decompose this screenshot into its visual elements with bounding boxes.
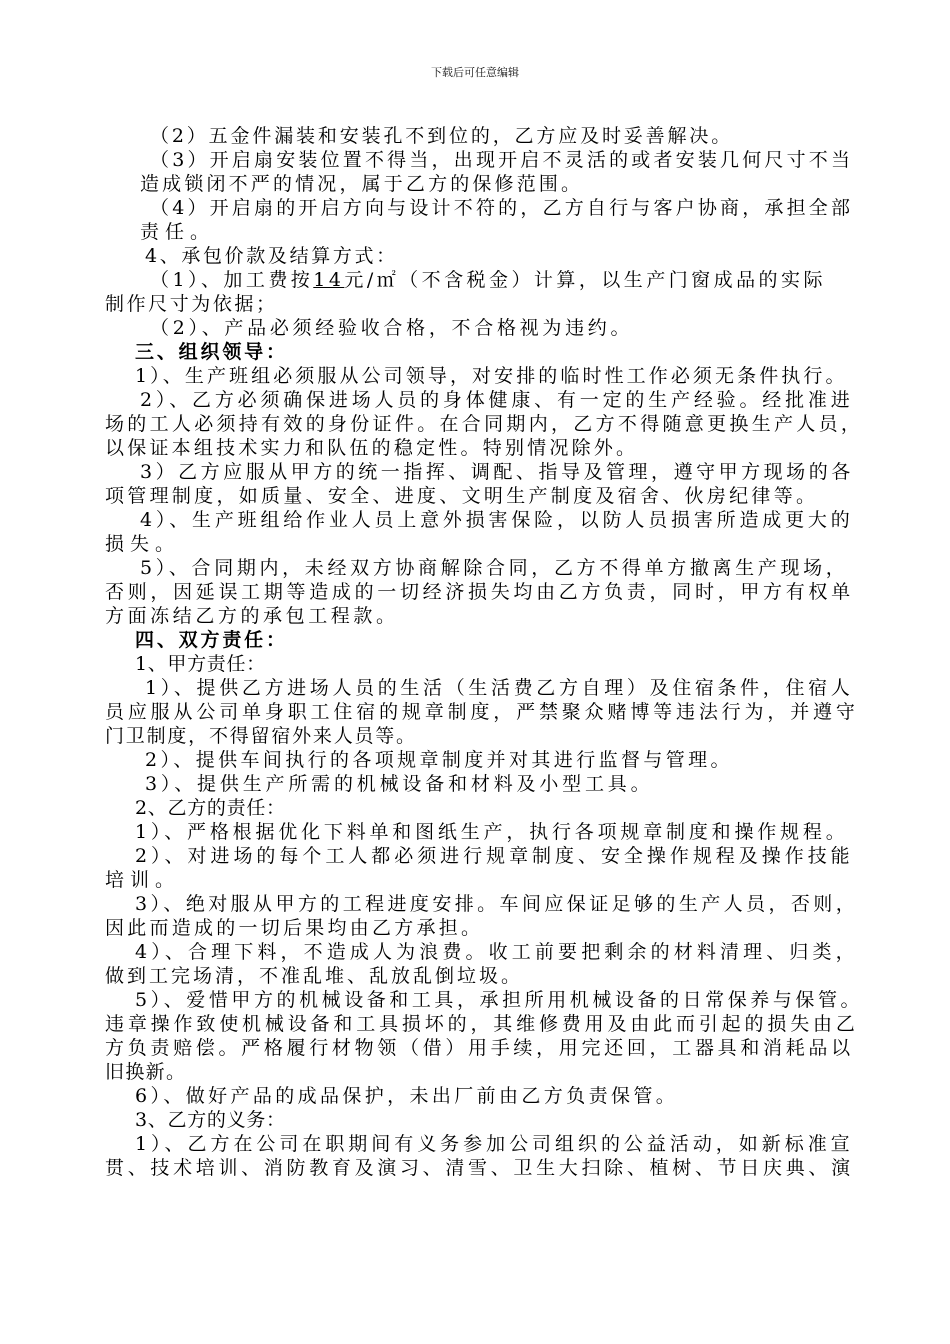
- price-value: 14: [313, 269, 345, 291]
- text-line: 员应服从公司单身职工住宿的规章制度，严禁聚众赌博等违法行为，并遵守: [105, 701, 859, 723]
- page-header: 下载后可任意编辑: [431, 66, 519, 79]
- text-line: 5）、爱惜甲方的机械设备和工具，承担所用机械设备的日常保养与保管。: [135, 989, 864, 1011]
- text-line: 1）、提供乙方进场人员的生活（生活费乙方自理）及住宿条件，住宿人: [145, 677, 854, 699]
- text-line: 以保证本组技术实力和队伍的稳定性。特别情况除外。: [105, 437, 639, 459]
- text-line: 3、乙方的义务：: [135, 1109, 286, 1131]
- text-line: （2）五金件漏装和安装孔不到位的，乙方应及时妥善解决。: [150, 125, 734, 147]
- text-line: （2）、产品必须经验收合格，不合格视为违约。: [150, 317, 634, 339]
- text-line: 项管理制度，如质量、安全、进度、文明生产制度及宿舍、伙房纪律等。: [105, 485, 819, 507]
- section-heading: 四、双方责任：: [135, 629, 288, 651]
- text-line: 造成锁闭不严的情况，属于乙方的保修范围。: [140, 173, 584, 195]
- text-line: 贯、技术培训、消防教育及演习、清雪、卫生大扫除、植树、节日庆典、演: [105, 1157, 854, 1179]
- text-line: 做到工完场清，不准乱堆、乱放乱倒垃圾。: [105, 965, 524, 987]
- text-line: 3）、绝对服从甲方的工程进度安排。车间应保证足够的生产人员，否则，: [135, 893, 859, 915]
- text-line: 责任。: [140, 221, 216, 243]
- text-line: 否则，因延误工期等造成的一切经济损失均由乙方负责，同时，甲方有权单: [105, 581, 854, 603]
- text-line: 2）、对进场的每个工人都必须进行规章制度、安全操作规程及操作技能: [135, 845, 854, 867]
- text-line: 3）、提供生产所需的机械设备和材料及小型工具。: [145, 773, 654, 795]
- text-line: 3）乙方应服从甲方的统一指挥、调配、指导及管理，遵守甲方现场的各: [140, 461, 854, 483]
- text-line: 1）、乙方在公司在职期间有义务参加公司组织的公益活动，如新标准宣: [135, 1133, 854, 1155]
- text-line: 2）、乙方必须确保进场人员的身体健康、有一定的生产经验。经批准进: [140, 389, 854, 411]
- text-line: 4）、合理下料，不造成人为浪费。收工前要把剩余的材料清理、归类，: [135, 941, 859, 963]
- text-line: （4）开启扇的开启方向与设计不符的，乙方自行与客户协商，承担全部: [150, 197, 854, 219]
- section-heading: 三、组织领导：: [135, 341, 288, 363]
- text-line: 场的工人必须持有效的身份证件。在合同期内，乙方不得随意更换生产人员，: [105, 413, 864, 435]
- text-line: 因此而造成的一切后果均由乙方承担。: [105, 917, 484, 939]
- text-line: 1）、生产班组必须服从公司领导，对安排的临时性工作必须无条件执行。: [135, 365, 848, 387]
- text-line: 6）、做好产品的成品保护，未出厂前由乙方负责保管。: [135, 1085, 679, 1107]
- text-segment: （1）、加工费按: [150, 269, 314, 291]
- text-line: 5）、合同期内，未经双方协商解除合同，乙方不得单方撤离生产现场，: [140, 557, 849, 579]
- text-line: （3）开启扇安装位置不得当，出现开启不灵活的或者安装几何尺寸不当: [150, 149, 854, 171]
- text-line: 4、承包价款及结算方式：: [145, 245, 398, 267]
- text-line: 旧换新。: [105, 1061, 187, 1083]
- text-segment: 元/㎡（不含税金）计算，以生产门窗成品的实际: [344, 269, 826, 291]
- text-line: 方面冻结乙方的承包工程款。: [105, 605, 399, 627]
- text-line: 方负责赔偿。严格履行材物领（借）用手续，用完还回，工器具和消耗品以: [105, 1037, 854, 1059]
- text-line: 门卫制度，不得留宿外来人员等。: [105, 725, 417, 747]
- text-line: 1、甲方责任：: [135, 653, 266, 675]
- text-line: 培训。: [105, 869, 181, 891]
- text-line: 4）、生产班组给作业人员上意外损害保险，以防人员损害所造成更大的: [140, 509, 854, 531]
- text-line: 损失。: [105, 533, 181, 555]
- text-line: 2、乙方的责任：: [135, 797, 286, 819]
- text-line: 违章操作致使机械设备和工具损坏的，其维修费用及由此而引起的损失由乙: [105, 1013, 859, 1035]
- text-line: 制作尺寸为依据；: [105, 293, 278, 315]
- text-line: [150, 268, 826, 292]
- text-line: 2）、提供车间执行的各项规章制度并对其进行监督与管理。: [145, 749, 733, 771]
- text-line: 1）、严格根据优化下料单和图纸生产，执行各项规章制度和操作规程。: [135, 821, 849, 843]
